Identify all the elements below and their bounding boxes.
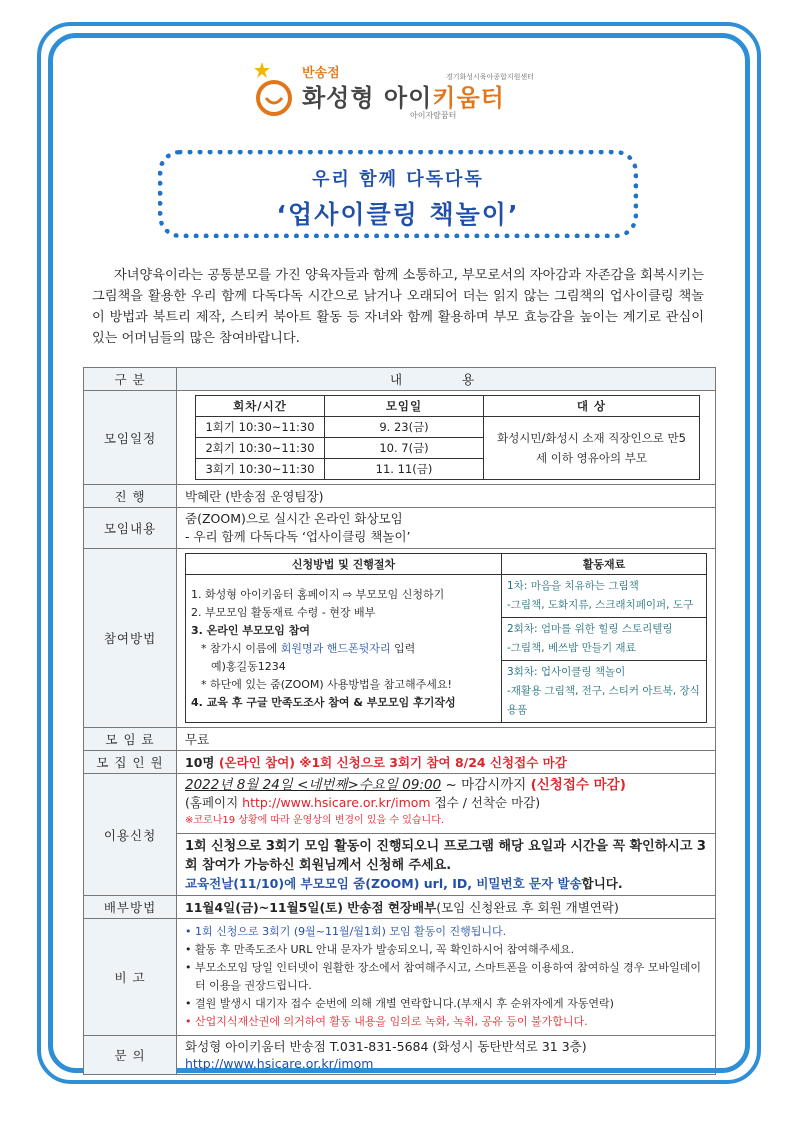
apply-date-line: 2022년 8월 24일 <네번째>수요일 09:00 ~ 마감시까지 (신청접수 마감) — [185, 777, 626, 793]
apply-notice: 1회 신청으로 3회기 모임 활동이 진행되오니 프로그램 해당 요일과 시간을 꼭 확인하시고 3회 참여가 가능하신 회원님께서 신청해 주세요. 교육전날(11/10)에 부모모임 줌(ZOOM) url, ID, 비밀번호 문자 발송합니다. — [177, 833, 715, 893]
partner-logo: 경기화성시육아종합지원센터 — [446, 73, 534, 81]
schedule-time: 3회기 10:30~11:30 — [196, 459, 325, 480]
remark-item: • 활동 후 만족도조사 URL 안내 문자가 발송되오니, 꼭 확인하시어 참여해주세요. — [185, 943, 575, 956]
material-3: 3회차: 업사이클링 책놀이 -재활용 그림책, 전구, 스티커 아트북, 장식용품 — [502, 661, 707, 723]
recruit-label: 모 집 인 원 — [84, 751, 177, 774]
schedule-head-target: 대 상 — [484, 396, 700, 417]
header-label: 구 분 — [84, 368, 177, 391]
distribution-value: 11월4일(금)~11월5일(토) 반송점 현장배부(모임 신청완료 후 회원 개별연락) — [177, 896, 716, 919]
remark-item: • 산업지식재산권에 의거하여 활동 내용을 임의로 녹화, 녹취, 공유 등이 불가합니다. — [185, 1015, 588, 1028]
apply-label: 이용신청 — [84, 774, 177, 896]
progress-value: 박혜란 (반송점 운영팀장) — [177, 485, 716, 508]
schedule-time: 2회기 10:30~11:30 — [196, 438, 325, 459]
logo — [250, 56, 550, 126]
contact-label: 문 의 — [84, 1036, 177, 1075]
method-steps — [186, 575, 502, 723]
homepage-link[interactable]: http://www.hsicare.or.kr/imom — [242, 795, 431, 810]
method-table — [185, 553, 707, 723]
logo-name: 화성형 아이키움터 — [302, 84, 505, 112]
intro-paragraph: 자녀양육이라는 공통분모를 가진 양육자들과 함께 소통하고, 부모로서의 자아감과 자존감을 회복시키는 그림책을 활용한 우리 함께 다독다독 시간으로 낡거나 오래되어 더는 읽지 않는 그림책의 업사이클링 책놀이 방법과 북트리 제작, 스티커 북아트 활동 등 자녀와 함께 활용하며 부모 효능감을 높이는 계기로 관심이 있는 어머님들의 많은 참여바랍니다. — [92, 268, 704, 346]
method-head-materials: 활동재료 — [502, 554, 707, 575]
apply-cell — [177, 774, 716, 896]
contact-link[interactable]: http://www.hsicare.or.kr/imom — [185, 1056, 374, 1071]
schedule-head-time: 회차/시간 — [196, 396, 325, 417]
logo-tagline: 아이자람꿈터 — [410, 111, 457, 120]
schedule-cell — [177, 391, 716, 485]
content-label: 모임내용 — [84, 508, 177, 549]
schedule-time: 1회기 10:30~11:30 — [196, 417, 325, 438]
schedule-table — [195, 395, 700, 480]
content-line2: - 우리 함께 다독다독 ‘업사이클링 책놀이’ — [185, 529, 411, 544]
method-step: 2. 부모모임 활동재료 수령 - 현장 배부 — [191, 605, 376, 619]
smiley-logo-icon — [250, 60, 300, 120]
header-content: 내 용 — [177, 368, 716, 391]
content-cell — [177, 508, 716, 549]
title-box — [158, 150, 638, 238]
remarks-list — [185, 923, 707, 1031]
schedule-date: 9. 23(금) — [325, 417, 484, 438]
contact-address: 화성형 아이키움터 반송점 T.031-831-5684 (화성시 동탄반석로 31 3층) — [185, 1039, 587, 1054]
apply-date: 2022년 8월 24일 <네번째>수요일 09:00 — [185, 777, 442, 793]
material-1: 1차: 마음을 치유하는 그림책 -그림책, 도화지류, 스크래치페이퍼, 도구 — [502, 575, 707, 618]
method-cell — [177, 549, 716, 728]
progress-label: 진 행 — [84, 485, 177, 508]
info-table — [83, 367, 716, 1075]
schedule-target: 화성시민/화성시 소재 직장인으로 만5세 이하 영유아의 부모 — [484, 417, 700, 480]
title-line2: ‘업사이클링 책놀이’ — [276, 200, 520, 229]
recruit-value: 10명 (온라인 참여) ※1회 신청으로 3회기 참여 8/24 신청접수 마감 — [177, 751, 716, 774]
remarks-cell — [177, 919, 716, 1036]
schedule-head-date: 모임일 — [325, 396, 484, 417]
schedule-date: 11. 11(금) — [325, 459, 484, 480]
title-line1: 우리 함께 다독다독 — [312, 169, 484, 190]
method-step: 1. 화성형 아이키움터 홈페이지 ⇨ 부모모임 신청하기 — [191, 587, 445, 601]
content-line1: 줌(ZOOM)으로 실시간 온라인 화상모임 — [185, 511, 403, 526]
method-head-steps: 신청방법 및 진행절차 — [186, 554, 502, 575]
contact-cell — [177, 1036, 716, 1075]
method-step-note: * 하단에 있는 줌(ZOOM) 사용방법을 참고해주세요! — [201, 677, 452, 691]
material-2: 2회차: 엄마를 위한 힐링 스토리텔링 -그림책, 베쓰밤 만들기 재료 — [502, 618, 707, 661]
apply-homepage: (홈페이지 http://www.hsicare.or.kr/imom 접수 / 선착순 마감) — [185, 795, 541, 810]
remarks-label: 비 고 — [84, 919, 177, 1036]
fee-value: 무료 — [177, 728, 716, 751]
method-label: 참여방법 — [84, 549, 177, 728]
remark-item: • 결원 발생시 대기자 접수 순번에 의해 개별 연락합니다.(부재시 후 순위자에게 자동연락) — [185, 997, 614, 1010]
logo-branch: 반송점 — [302, 66, 340, 81]
fee-label: 모 임 료 — [84, 728, 177, 751]
covid-notice: ※코로나19 상황에 따라 운영상의 변경이 있을 수 있습니다. — [185, 815, 445, 826]
distribution-label: 배부방법 — [84, 896, 177, 919]
method-step: 4. 교육 후 구글 만족도조사 참여 & 부모모임 후기작성 — [191, 695, 456, 709]
schedule-date: 10. 7(금) — [325, 438, 484, 459]
remark-item: • 부모소모임 당일 인터넷이 원활한 장소에서 참여해주시고, 스마트폰을 이용하여 참여하실 경우 모바일데이터 이용을 권장드립니다. — [185, 961, 702, 992]
method-step: 3. 온라인 부모모임 참여 — [191, 623, 310, 637]
remark-item: • 1회 신청으로 3회기 (9월~11월/월1회) 모임 활동이 진행됩니다. — [185, 925, 507, 938]
method-step-note: * 참가시 이름에 회원명과 핸드폰뒷자리 입력 — [201, 641, 416, 655]
schedule-label: 모임일정 — [84, 391, 177, 485]
method-step-example: 예)홍길동1234 — [211, 659, 286, 673]
apply-closed: (신청접수 마감) — [530, 777, 626, 793]
